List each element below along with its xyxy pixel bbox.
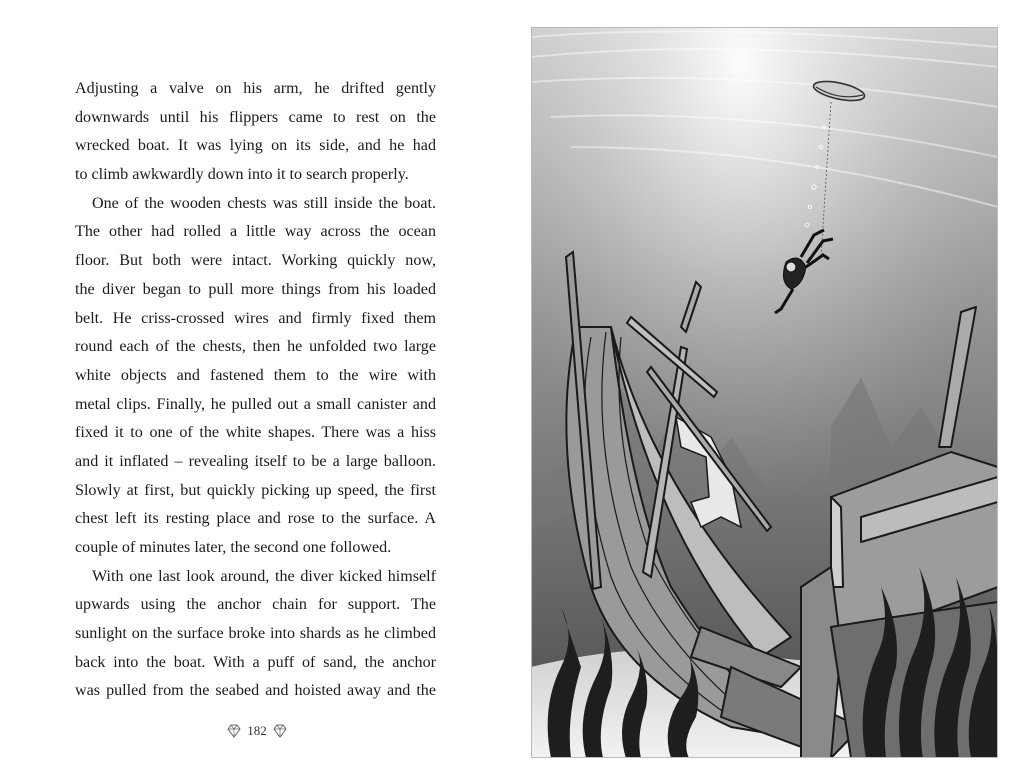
text-line: the diver began to pull more things from his loaded <box>75 280 436 298</box>
gem-right-icon <box>272 724 288 738</box>
text-line: and it inflated – revealing itself to be a large balloon. <box>75 452 436 470</box>
text-line: round each of the chests, then he unfolded two large <box>75 338 436 356</box>
text-line: chest left its resting place and rose to the surface. A <box>75 510 436 528</box>
text-line: Slowly at first, but quickly picking up speed, the first <box>75 481 436 499</box>
page-footer <box>222 719 292 743</box>
text-line: was pulled from the seabed and hoisted away and the <box>75 682 436 700</box>
text-line: downwards until his flippers came to rest on the <box>75 108 436 126</box>
text-line: metal clips. Finally, he pulled out a small canister and <box>75 395 436 413</box>
text-line: sunlight on the surface broke into shards as he climbed <box>75 625 436 643</box>
text-line: to climb awkwardly down into it to search properly. <box>75 166 409 184</box>
text-line: couple of minutes later, the second one followed. <box>75 539 392 556</box>
paragraph <box>75 563 436 706</box>
text-line: belt. He criss-crossed wires and firmly fixed them <box>75 309 436 327</box>
text-line: With one last look around, the diver kicked himself <box>92 567 436 585</box>
gem-left-icon <box>226 724 242 738</box>
page-number: 182 <box>247 723 267 738</box>
text-line: The other had rolled a little way across the ocean <box>75 223 436 241</box>
text-line: Adjusting a valve on his arm, he drifted gently <box>75 80 436 97</box>
paragraph <box>75 75 436 190</box>
text-line: One of the wooden chests was still inside the boat. <box>92 194 436 212</box>
shipwreck-illustration <box>531 27 998 758</box>
right-page <box>510 0 1020 783</box>
text-line: floor. But both were intact. Working quickly now, <box>75 252 436 270</box>
text-line: upwards using the anchor chain for support. The <box>75 596 436 614</box>
text-line: back into the boat. With a puff of sand, the anchor <box>75 653 436 671</box>
text-line: wrecked boat. It was lying on its side, and he had <box>75 137 436 155</box>
paragraph <box>75 190 436 563</box>
page-text <box>75 75 436 706</box>
text-line: fixed it to one of the white shapes. There was a hiss <box>75 424 436 442</box>
text-line: white objects and fastened them to the wire with <box>75 366 436 384</box>
